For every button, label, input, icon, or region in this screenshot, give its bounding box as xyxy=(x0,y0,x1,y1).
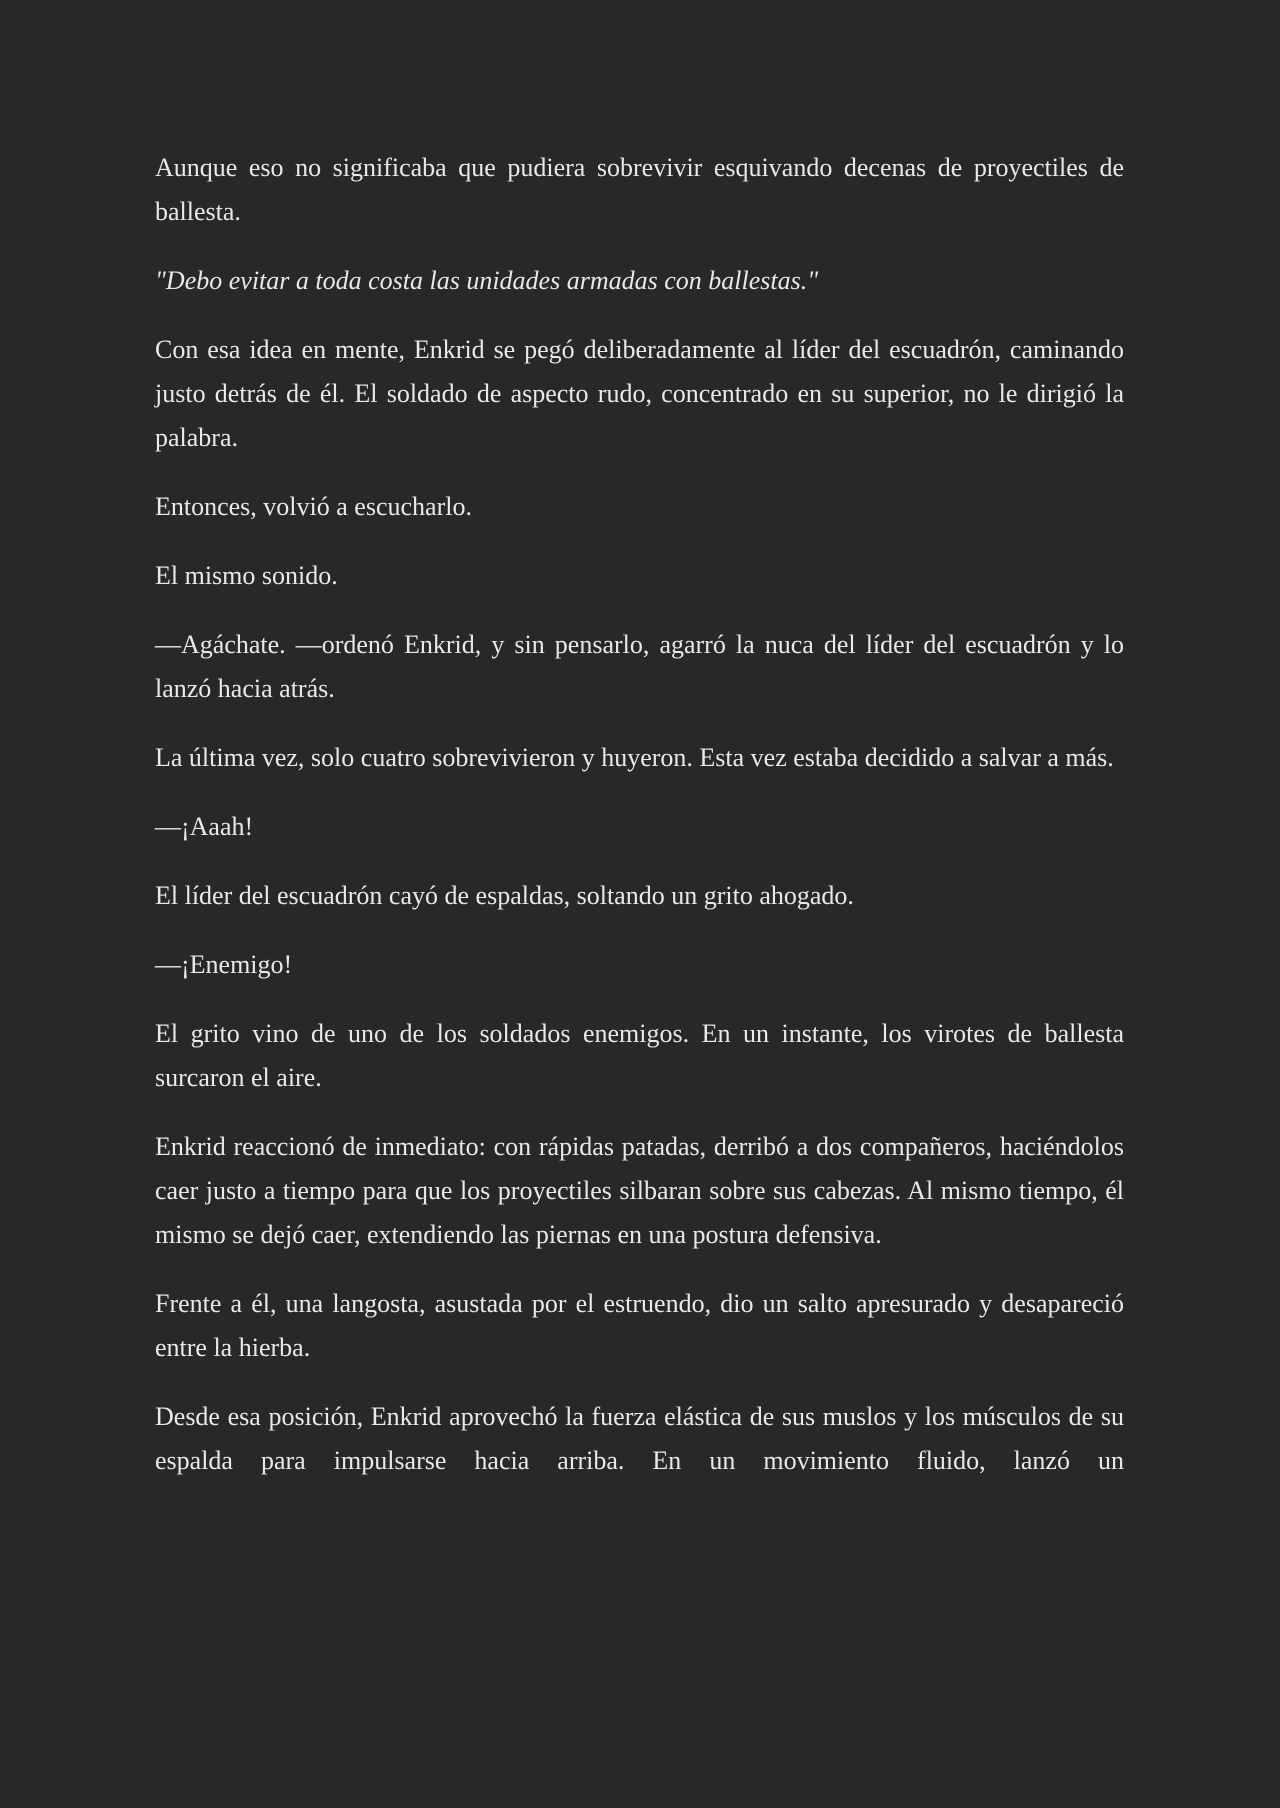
paragraph-10-dialogue: —¡Enemigo! xyxy=(155,950,293,979)
paragraph-13: Frente a él, una langosta, asustada por el estruendo, dio un salto apresurado y desapareció entre la hierba. xyxy=(155,1289,1124,1362)
paragraph-4: Entonces, volvió a escucharlo. xyxy=(155,492,472,521)
paragraph-12: Enkrid reaccionó de inmediato: con rápidas patadas, derribó a dos compañeros, haciéndolos caer justo a tiempo para que los proyectiles silbaran sobre sus cabezas. Al mismo tiempo, él mismo se dejó caer, extendiendo las piernas en una postura defensiva. xyxy=(155,1132,1124,1249)
reader-page xyxy=(155,146,1124,1483)
paragraph-8-dialogue: —¡Aaah! xyxy=(155,812,254,841)
paragraph-14: Desde esa posición, Enkrid aprovechó la fuerza elástica de sus muslos y los músculos de su espalda para impulsarse hacia arriba. En un movimiento fluido, lanzó un xyxy=(155,1402,1124,1475)
paragraph-11: El grito vino de uno de los soldados enemigos. En un instante, los virotes de ballesta surcaron el aire. xyxy=(155,1019,1124,1092)
paragraph-3: Con esa idea en mente, Enkrid se pegó deliberadamente al líder del escuadrón, caminando justo detrás de él. El soldado de aspecto rudo, concentrado en su superior, no le dirigió la palabra. xyxy=(155,335,1124,452)
paragraph-2-thought: "Debo evitar a toda costa las unidades armadas con ballestas." xyxy=(155,266,819,295)
paragraph-7: La última vez, solo cuatro sobrevivieron y huyeron. Esta vez estaba decidido a salvar a más. xyxy=(155,743,1114,772)
paragraph-6-dialogue: —Agáchate. —ordenó Enkrid, y sin pensarlo, agarró la nuca del líder del escuadrón y lo lanzó hacia atrás. xyxy=(155,630,1124,703)
paragraph-9: El líder del escuadrón cayó de espaldas, soltando un grito ahogado. xyxy=(155,881,854,910)
paragraph-1: Aunque eso no significaba que pudiera sobrevivir esquivando decenas de proyectiles de ballesta. xyxy=(155,153,1124,226)
paragraph-5: El mismo sonido. xyxy=(155,561,338,590)
